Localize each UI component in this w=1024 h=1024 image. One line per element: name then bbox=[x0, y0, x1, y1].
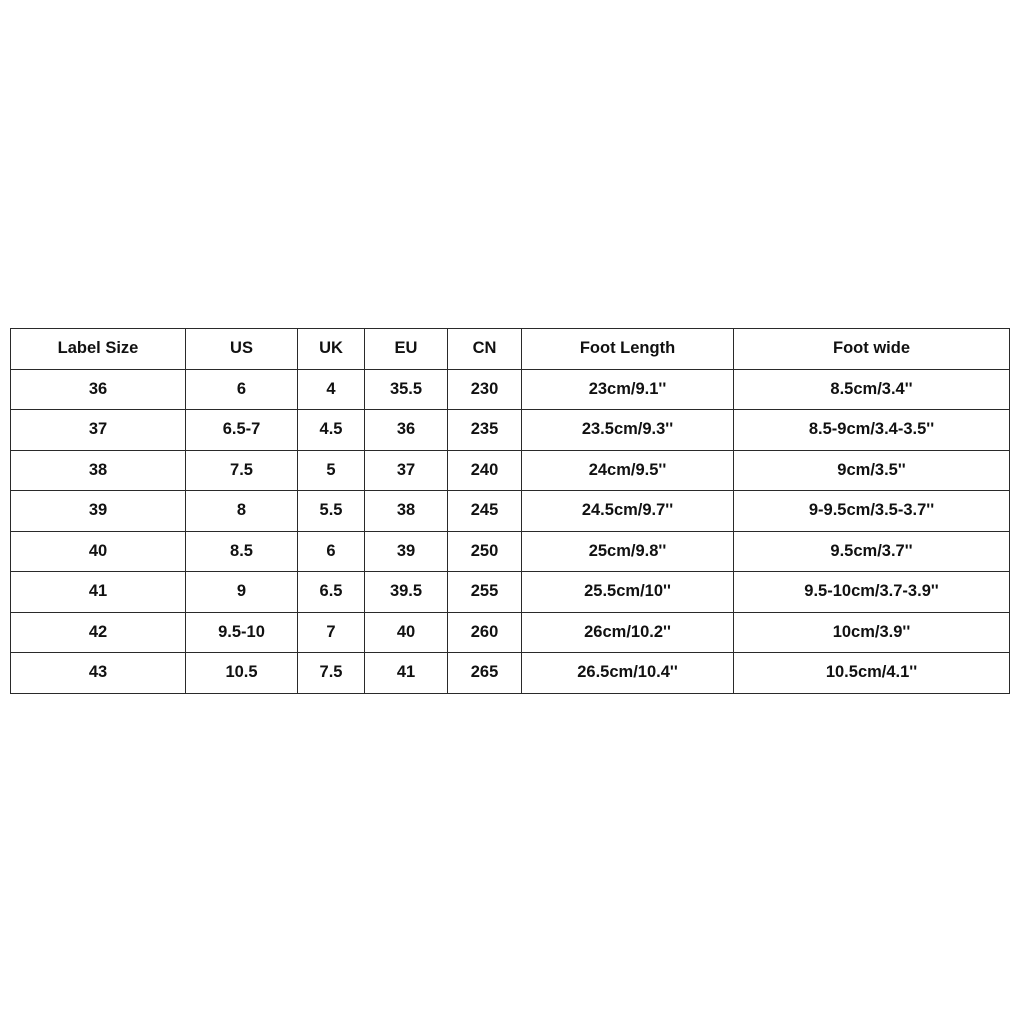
cell-uk: 5 bbox=[298, 450, 365, 491]
cell-foot-length: 24.5cm/9.7'' bbox=[522, 491, 734, 532]
cell-us: 7.5 bbox=[186, 450, 298, 491]
cell-us: 6.5-7 bbox=[186, 410, 298, 451]
header-foot-length: Foot Length bbox=[522, 329, 734, 370]
cell-uk: 4 bbox=[298, 369, 365, 410]
cell-uk: 6 bbox=[298, 531, 365, 572]
header-label-size: Label Size bbox=[11, 329, 186, 370]
table-row bbox=[11, 531, 1010, 572]
table-row bbox=[11, 612, 1010, 653]
cell-foot-wide: 8.5-9cm/3.4-3.5'' bbox=[734, 410, 1010, 451]
cell-foot-length: 25.5cm/10'' bbox=[522, 572, 734, 613]
cell-foot-wide: 8.5cm/3.4'' bbox=[734, 369, 1010, 410]
cell-label-size: 42 bbox=[11, 612, 186, 653]
cell-foot-wide: 9.5cm/3.7'' bbox=[734, 531, 1010, 572]
cell-cn: 255 bbox=[448, 572, 522, 613]
cell-eu: 38 bbox=[365, 491, 448, 532]
cell-eu: 35.5 bbox=[365, 369, 448, 410]
table-header-row bbox=[11, 329, 1010, 370]
cell-eu: 37 bbox=[365, 450, 448, 491]
header-uk: UK bbox=[298, 329, 365, 370]
cell-cn: 260 bbox=[448, 612, 522, 653]
cell-us: 9.5-10 bbox=[186, 612, 298, 653]
cell-eu: 39.5 bbox=[365, 572, 448, 613]
cell-eu: 41 bbox=[365, 653, 448, 694]
cell-label-size: 40 bbox=[11, 531, 186, 572]
cell-cn: 250 bbox=[448, 531, 522, 572]
cell-cn: 265 bbox=[448, 653, 522, 694]
cell-uk: 6.5 bbox=[298, 572, 365, 613]
cell-label-size: 43 bbox=[11, 653, 186, 694]
cell-label-size: 36 bbox=[11, 369, 186, 410]
table-row bbox=[11, 450, 1010, 491]
header-foot-wide: Foot wide bbox=[734, 329, 1010, 370]
cell-eu: 36 bbox=[365, 410, 448, 451]
cell-us: 10.5 bbox=[186, 653, 298, 694]
cell-us: 8.5 bbox=[186, 531, 298, 572]
header-eu: EU bbox=[365, 329, 448, 370]
table-row bbox=[11, 572, 1010, 613]
cell-foot-wide: 10.5cm/4.1'' bbox=[734, 653, 1010, 694]
cell-eu: 39 bbox=[365, 531, 448, 572]
table-row bbox=[11, 653, 1010, 694]
table-row bbox=[11, 410, 1010, 451]
cell-foot-wide: 9cm/3.5'' bbox=[734, 450, 1010, 491]
table-row bbox=[11, 369, 1010, 410]
cell-foot-length: 26cm/10.2'' bbox=[522, 612, 734, 653]
cell-cn: 240 bbox=[448, 450, 522, 491]
cell-foot-length: 24cm/9.5'' bbox=[522, 450, 734, 491]
cell-uk: 7 bbox=[298, 612, 365, 653]
cell-us: 9 bbox=[186, 572, 298, 613]
cell-foot-length: 23.5cm/9.3'' bbox=[522, 410, 734, 451]
cell-us: 8 bbox=[186, 491, 298, 532]
cell-uk: 4.5 bbox=[298, 410, 365, 451]
cell-foot-wide: 9.5-10cm/3.7-3.9'' bbox=[734, 572, 1010, 613]
cell-uk: 7.5 bbox=[298, 653, 365, 694]
cell-cn: 230 bbox=[448, 369, 522, 410]
cell-cn: 245 bbox=[448, 491, 522, 532]
cell-uk: 5.5 bbox=[298, 491, 365, 532]
cell-label-size: 37 bbox=[11, 410, 186, 451]
cell-foot-length: 23cm/9.1'' bbox=[522, 369, 734, 410]
cell-foot-wide: 9-9.5cm/3.5-3.7'' bbox=[734, 491, 1010, 532]
header-us: US bbox=[186, 329, 298, 370]
cell-label-size: 39 bbox=[11, 491, 186, 532]
cell-foot-length: 25cm/9.8'' bbox=[522, 531, 734, 572]
size-chart-table bbox=[10, 328, 1010, 694]
cell-us: 6 bbox=[186, 369, 298, 410]
cell-foot-wide: 10cm/3.9'' bbox=[734, 612, 1010, 653]
cell-eu: 40 bbox=[365, 612, 448, 653]
cell-label-size: 41 bbox=[11, 572, 186, 613]
table-row bbox=[11, 491, 1010, 532]
cell-cn: 235 bbox=[448, 410, 522, 451]
header-cn: CN bbox=[448, 329, 522, 370]
cell-foot-length: 26.5cm/10.4'' bbox=[522, 653, 734, 694]
cell-label-size: 38 bbox=[11, 450, 186, 491]
